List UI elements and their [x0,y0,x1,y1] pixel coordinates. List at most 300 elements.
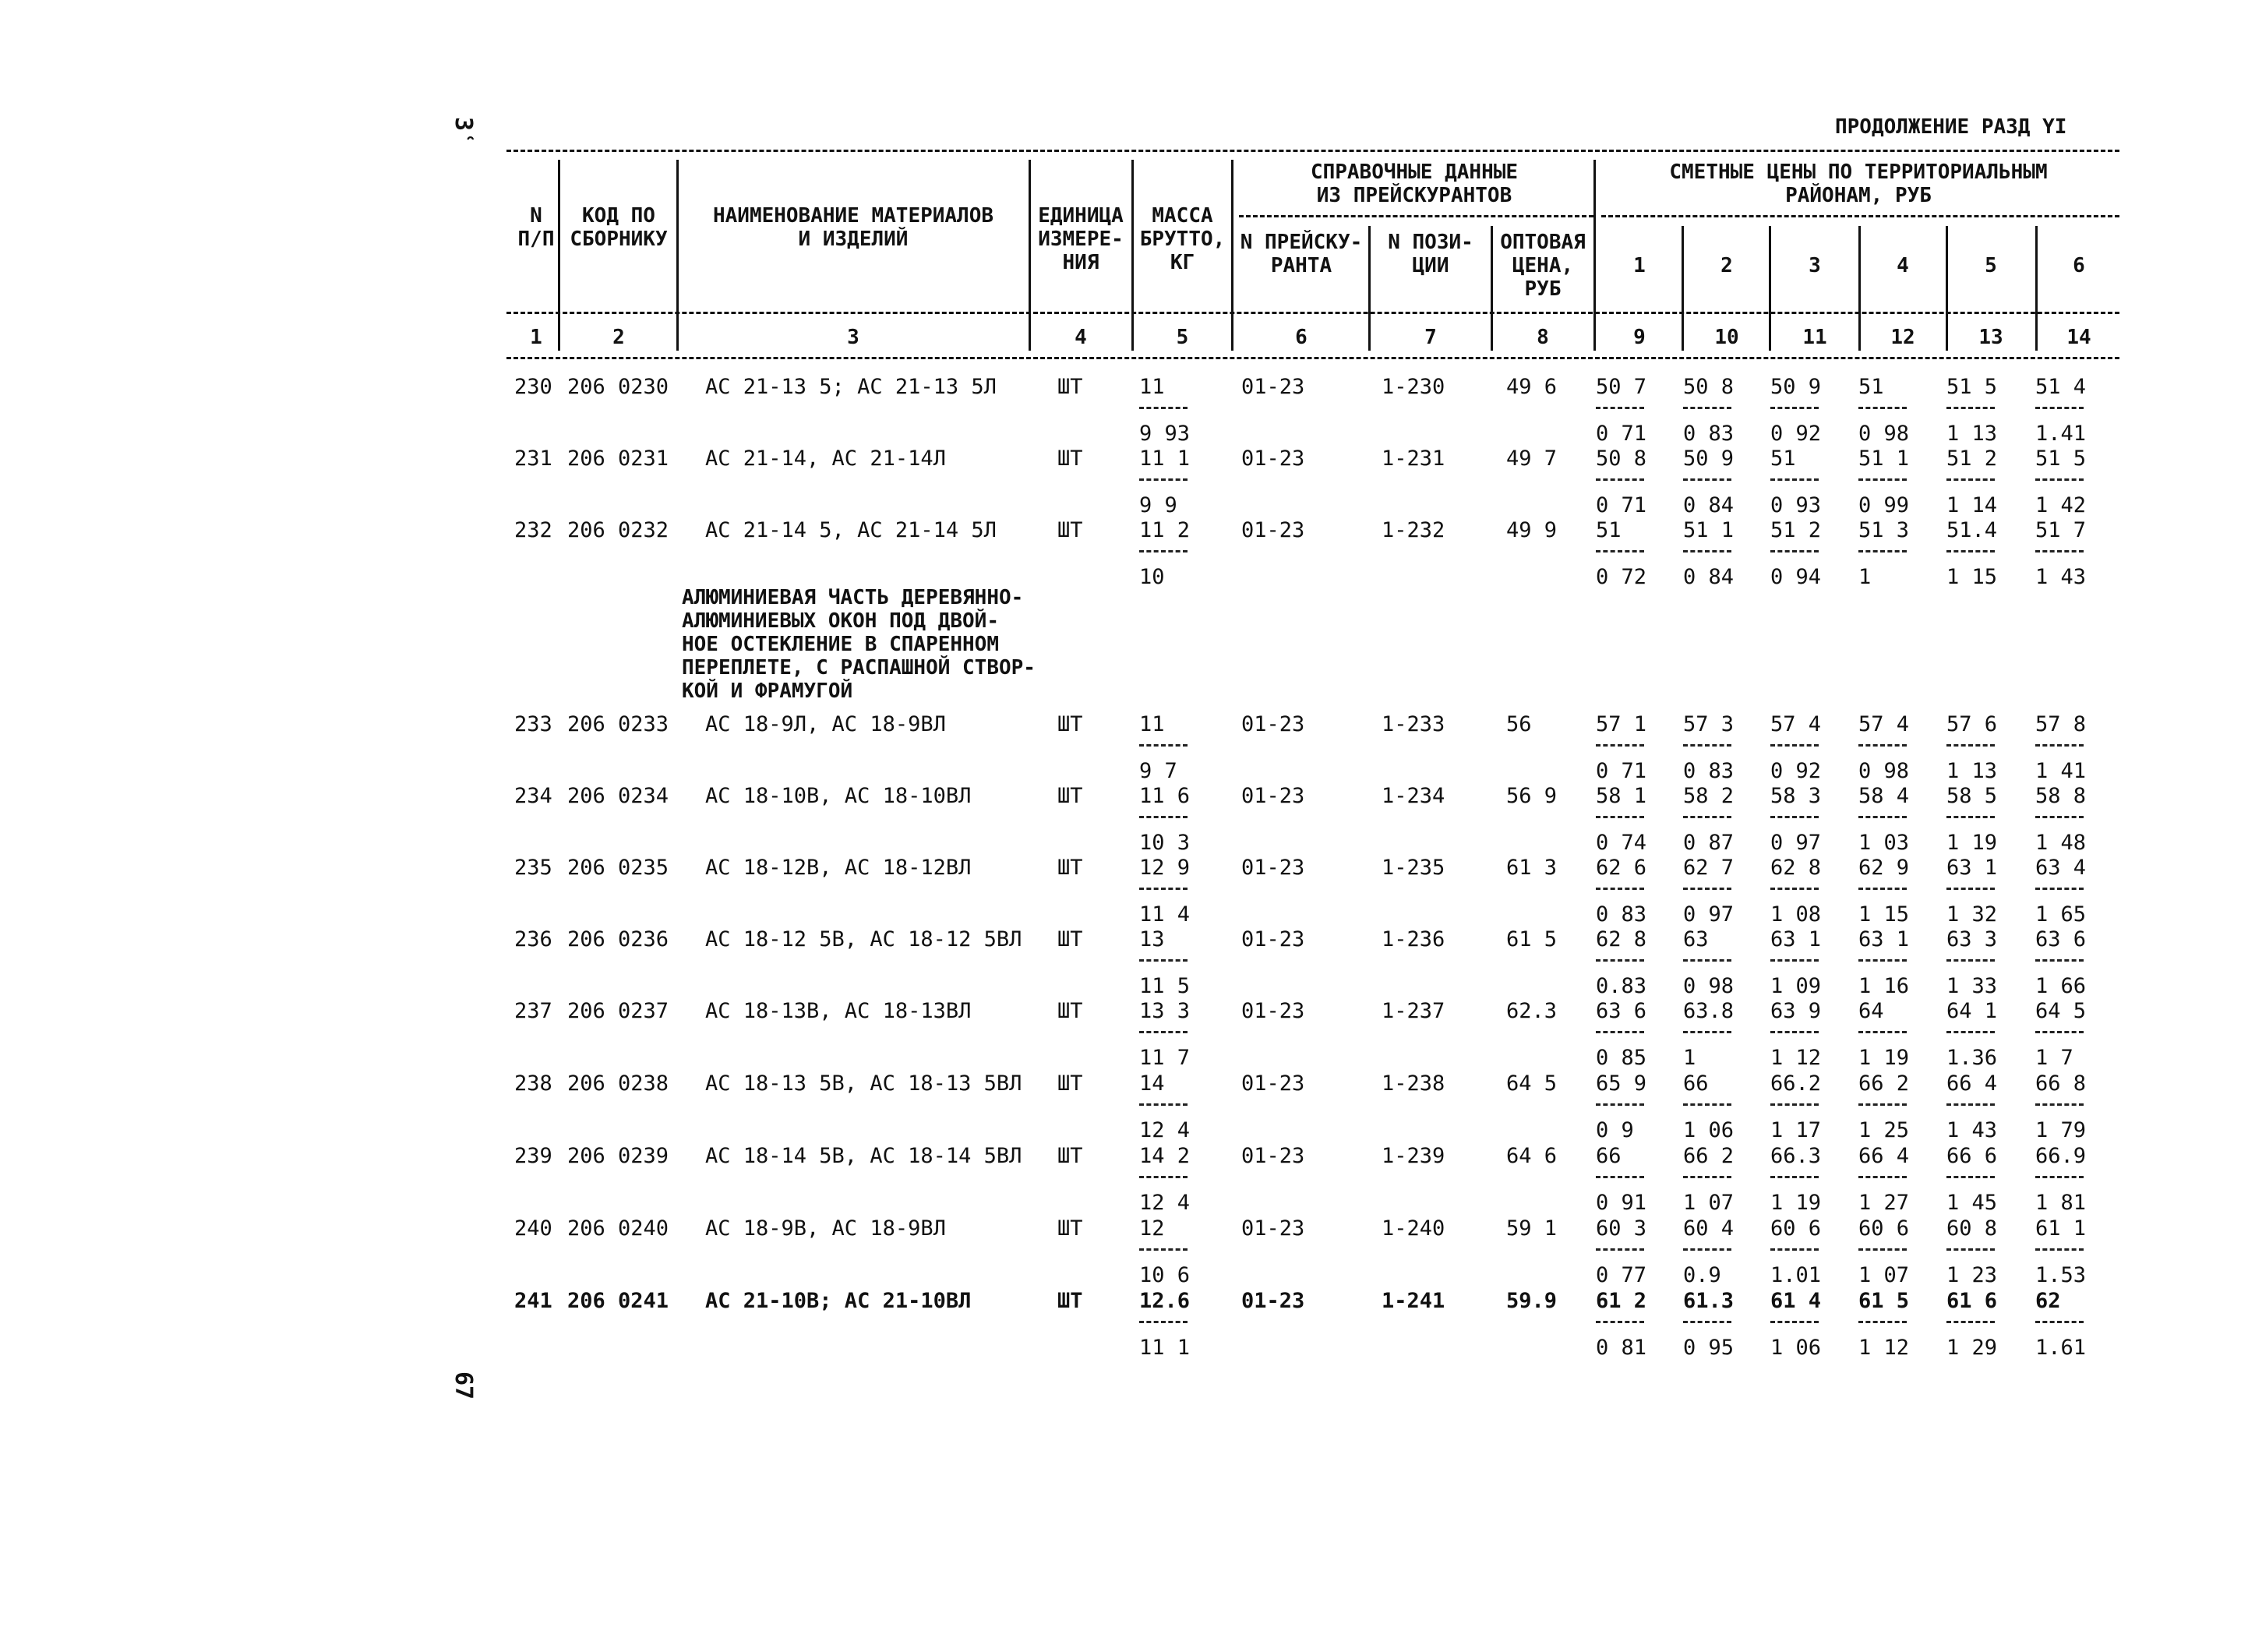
fraction-line [1683,816,1731,818]
header-region: 5 [1985,254,1997,277]
row-name: АС 18-13В, АС 18-13ВЛ [705,999,972,1023]
row-region-price: 66 4 [1946,1071,1998,1096]
row-region-price: 61.3 [1683,1289,1735,1313]
fraction-line [1139,816,1188,818]
fraction-line [1770,478,1819,481]
row-mass: 14 2 [1139,1144,1191,1168]
row-price-list: 01-23 [1241,518,1305,542]
row-code: 206 0236 [567,927,669,951]
row-region-price: 51 2 [1770,518,1822,542]
row-code: 206 0234 [567,784,669,808]
row-region-price-alt: 1 19 [1770,1191,1822,1215]
col-number: 10 [1714,326,1739,349]
col-number: 9 [1633,326,1646,349]
row-mass-alt: 11 5 [1139,974,1191,998]
header-region: 6 [2073,254,2085,277]
row-region-price: 57 3 [1683,712,1735,736]
col-number: 3 [847,326,859,349]
ref-group-rule [1239,215,1593,217]
row-region-price-alt: 1 23 [1946,1263,1998,1287]
row-price-list: 01-23 [1241,375,1305,399]
col-number: 6 [1295,326,1308,349]
row-number: 237 [514,999,552,1023]
row-mass-alt: 10 6 [1139,1263,1191,1287]
col-number: 14 [2066,326,2091,349]
col-number: 4 [1075,326,1087,349]
fraction-line [2035,1248,2084,1251]
row-mass-alt: 10 [1139,565,1165,589]
row-name: АС 21-10В; АС 21-10ВЛ [705,1289,972,1313]
col-sep [558,160,560,351]
row-number: 233 [514,712,552,736]
fraction-line [1858,1031,1907,1033]
row-region-price: 61 6 [1946,1289,1998,1313]
row-region-price-alt: 0 77 [1596,1263,1647,1287]
row-position: 1-239 [1382,1144,1445,1168]
header-col-4: ЕДИНИЦА ИЗМЕРЕ- НИЯ [1038,204,1124,274]
header-col-6: N ПРЕЙСКУ- РАНТА [1240,231,1363,277]
row-unit: ШТ [1057,375,1083,399]
row-mass-alt: 9 9 [1139,493,1177,517]
row-mass-alt: 11 4 [1139,902,1191,927]
row-region-price-alt: 1 79 [2035,1118,2087,1142]
row-mass-alt: 11 1 [1139,1336,1191,1360]
col-sep [1368,226,1371,351]
row-code: 206 0232 [567,518,669,542]
fraction-line [1596,744,1644,747]
row-region-price: 58 2 [1683,784,1735,808]
row-region-price-alt: 1 81 [2035,1191,2087,1215]
header-col-2: КОД ПО СБОРНИКУ [570,204,668,251]
row-mass-alt: 11 7 [1139,1046,1191,1070]
row-region-price: 51 5 [1946,375,1998,399]
fraction-line [1946,1321,1995,1323]
row-region-price-alt: 0 97 [1770,831,1822,855]
fraction-line [1770,1176,1819,1178]
row-region-price-alt: 0 99 [1858,493,1910,517]
fraction-line [2035,959,2084,962]
row-region-price-alt: 1 41 [2035,759,2087,783]
row-region-price-alt: 0 87 [1683,831,1735,855]
row-number: 236 [514,927,552,951]
row-region-price-alt: 1 33 [1946,974,1998,998]
row-unit: ШТ [1057,712,1083,736]
row-wholesale-price: 56 [1506,712,1532,736]
row-region-price-alt: 0.83 [1596,974,1647,998]
row-region-price: 60 8 [1946,1216,1998,1241]
row-region-price: 63 1 [1946,856,1998,880]
row-region-price: 65 9 [1596,1071,1647,1096]
row-position: 1-235 [1382,856,1445,880]
row-price-list: 01-23 [1241,927,1305,951]
row-region-price: 66 [1596,1144,1622,1168]
col-number: 1 [530,326,542,349]
row-number: 235 [514,856,552,880]
row-unit: ШТ [1057,1289,1083,1313]
fraction-line [1946,1103,1995,1106]
row-region-price: 64 [1858,999,1884,1023]
row-region-price-alt: 1 [1683,1046,1696,1070]
row-mass: 11 2 [1139,518,1191,542]
row-mass-alt: 10 3 [1139,831,1191,855]
fraction-line [1683,1248,1731,1251]
row-region-price: 66 2 [1858,1071,1910,1096]
row-region-price-alt: 0 95 [1683,1336,1735,1360]
row-unit: ШТ [1057,447,1083,471]
fraction-line [2035,816,2084,818]
row-region-price: 66.3 [1770,1144,1822,1168]
row-number: 238 [514,1071,552,1096]
page-number: 67 [450,1371,477,1400]
row-region-price: 50 9 [1770,375,1822,399]
row-region-price: 62 7 [1683,856,1735,880]
header-region: 3 [1809,254,1821,277]
row-name: АС 21-13 5; АС 21-13 5Л [705,375,997,399]
row-code: 206 0238 [567,1071,669,1096]
fraction-line [1683,1176,1731,1178]
row-region-price: 57 6 [1946,712,1998,736]
row-region-price: 66.2 [1770,1071,1822,1096]
row-position: 1-237 [1382,999,1445,1023]
price-group-rule [1601,215,2119,217]
row-region-price-alt: 1 45 [1946,1191,1998,1215]
row-code: 206 0233 [567,712,669,736]
row-region-price-alt: 0 98 [1858,422,1910,446]
row-code: 206 0230 [567,375,669,399]
col-number: 11 [1802,326,1827,349]
fraction-line [1139,1176,1188,1178]
header-col-8: ОПТОВАЯ ЦЕНА, РУБ [1500,231,1586,301]
table-top-rule [506,150,2119,152]
row-position: 1-233 [1382,712,1445,736]
row-region-price: 62 9 [1858,856,1910,880]
fraction-line [1770,1031,1819,1033]
row-unit: ШТ [1057,1071,1083,1096]
fraction-line [1683,550,1731,552]
col-sep [1593,160,1596,351]
row-region-price-alt: 0 83 [1683,422,1735,446]
fraction-line [1596,478,1644,481]
row-region-price: 63 [1683,927,1709,951]
row-wholesale-price: 59.9 [1506,1289,1558,1313]
row-name: АС 18-12В, АС 18-12ВЛ [705,856,972,880]
row-mass-alt: 9 7 [1139,759,1177,783]
row-region-price-alt: 1 09 [1770,974,1822,998]
fraction-line [1139,744,1188,747]
fraction-line [1596,1321,1644,1323]
row-name: АС 18-12 5В, АС 18-12 5ВЛ [705,927,1022,951]
row-region-price: 60 6 [1770,1216,1822,1241]
row-number: 234 [514,784,552,808]
row-region-price-alt: 1 19 [1858,1046,1910,1070]
row-region-price: 50 9 [1683,447,1735,471]
row-region-price: 57 4 [1858,712,1910,736]
row-region-price-alt: 0 83 [1683,759,1735,783]
col-sep [1682,226,1684,351]
row-region-price: 63 1 [1858,927,1910,951]
fraction-line [1770,1248,1819,1251]
row-region-price: 51 3 [1858,518,1910,542]
fraction-line [1858,959,1907,962]
row-region-price-alt: 0 72 [1596,565,1647,589]
row-price-list: 01-23 [1241,712,1305,736]
col-number: 8 [1537,326,1549,349]
row-region-price: 63 3 [1946,927,1998,951]
header-ref-group: СПРАВОЧНЫЕ ДАННЫЕ ИЗ ПРЕЙСКУРАНТОВ [1310,161,1519,207]
fraction-line [1139,478,1188,481]
fraction-line [1946,744,1995,747]
row-region-price-alt: 1 15 [1946,565,1998,589]
row-region-price: 62 8 [1596,927,1647,951]
row-region-price-alt: 1 65 [2035,902,2087,927]
row-region-price: 63 6 [2035,927,2087,951]
row-region-price-alt: 1 12 [1770,1046,1822,1070]
row-mass: 12 [1139,1216,1165,1241]
row-mass: 11 1 [1139,447,1191,471]
header-col-7: N ПОЗИ- ЦИИ [1388,231,1473,277]
row-unit: ШТ [1057,784,1083,808]
row-mass: 11 [1139,375,1165,399]
row-region-price-alt: 1.01 [1770,1263,1822,1287]
header-price-group: СМЕТНЫЕ ЦЕНЫ ПО ТЕРРИТОРИАЛЬНЫМ РАЙОНАМ, РУБ [1669,161,2048,207]
row-region-price-alt: 0 85 [1596,1046,1647,1070]
row-wholesale-price: 62.3 [1506,999,1558,1023]
row-region-price: 57 1 [1596,712,1647,736]
row-number: 240 [514,1216,552,1241]
fraction-line [1139,1031,1188,1033]
row-region-price-alt: 1 13 [1946,759,1998,783]
row-region-price-alt: 1 43 [1946,1118,1998,1142]
row-wholesale-price: 59 1 [1506,1216,1558,1241]
row-region-price: 62 [2035,1289,2061,1313]
row-region-price-alt: 0 71 [1596,422,1647,446]
row-region-price: 50 8 [1596,447,1647,471]
fraction-line [1946,407,1995,409]
row-wholesale-price: 64 5 [1506,1071,1558,1096]
row-region-price-alt: 1 27 [1858,1191,1910,1215]
row-region-price: 63 6 [1596,999,1647,1023]
header-col-5: МАССА БРУТТО, КГ [1139,204,1226,274]
fraction-line [1139,1321,1188,1323]
row-region-price-alt: 1.36 [1946,1046,1998,1070]
row-region-price: 66 [1683,1071,1709,1096]
fraction-line [2035,1031,2084,1033]
col-number: 13 [1978,326,2003,349]
row-region-price-alt: 0 83 [1596,902,1647,927]
row-region-price: 51 2 [1946,447,1998,471]
row-region-price-alt: 1 66 [2035,974,2087,998]
fraction-line [1139,550,1188,552]
row-region-price: 57 8 [2035,712,2087,736]
row-price-list: 01-23 [1241,1144,1305,1168]
row-region-price-alt: 1.53 [2035,1263,2087,1287]
row-mass: 12.6 [1139,1289,1191,1313]
fraction-line [2035,888,2084,890]
row-region-price-alt: 1.41 [2035,422,2087,446]
row-region-price: 63.8 [1683,999,1735,1023]
row-region-price: 61 1 [2035,1216,2087,1241]
fraction-line [1946,550,1995,552]
fraction-line [1770,888,1819,890]
row-price-list: 01-23 [1241,1289,1305,1313]
fraction-line [2035,744,2084,747]
fraction-line [1683,744,1731,747]
row-region-price: 51 [1770,447,1796,471]
row-unit: ШТ [1057,518,1083,542]
fraction-line [1858,888,1907,890]
col-number: 5 [1176,326,1189,349]
fraction-line [1596,550,1644,552]
row-price-list: 01-23 [1241,856,1305,880]
fraction-line [1858,816,1907,818]
row-region-price: 51 [1596,518,1622,542]
row-region-price-alt: 1 06 [1770,1336,1822,1360]
row-wholesale-price: 61 3 [1506,856,1558,880]
header-col-1: N П/П [517,204,555,251]
page-margin-mark: 3ʿ [450,117,477,146]
row-mass: 12 9 [1139,856,1191,880]
row-region-price: 66 2 [1683,1144,1735,1168]
row-name: АС 18-14 5В, АС 18-14 5ВЛ [705,1144,1022,1168]
row-region-price-alt: 1 15 [1858,902,1910,927]
fraction-line [1683,478,1731,481]
fraction-line [2035,550,2084,552]
row-position: 1-231 [1382,447,1445,471]
row-region-price-alt: 1 42 [2035,493,2087,517]
row-position: 1-234 [1382,784,1445,808]
col-sep [676,160,679,351]
row-mass-alt: 12 4 [1139,1118,1191,1142]
fraction-line [1596,1248,1644,1251]
row-region-price-alt: 0.9 [1683,1263,1721,1287]
fraction-line [1946,1176,1995,1178]
header-region: 1 [1633,254,1646,277]
fraction-line [1770,959,1819,962]
fraction-line [1596,959,1644,962]
row-region-price-alt: 1 07 [1683,1191,1735,1215]
fraction-line [1683,1321,1731,1323]
row-unit: ШТ [1057,856,1083,880]
row-region-price-alt: 1 19 [1946,831,1998,855]
row-region-price: 57 4 [1770,712,1822,736]
row-price-list: 01-23 [1241,1071,1305,1096]
row-unit: ШТ [1057,999,1083,1023]
row-region-price-alt: 0 91 [1596,1191,1647,1215]
row-region-price-alt: 1 07 [1858,1263,1910,1287]
row-number: 239 [514,1144,552,1168]
row-wholesale-price: 49 6 [1506,375,1558,399]
fraction-line [1946,1248,1995,1251]
row-wholesale-price: 49 7 [1506,447,1558,471]
row-unit: ШТ [1057,927,1083,951]
row-region-price: 58 8 [2035,784,2087,808]
row-price-list: 01-23 [1241,1216,1305,1241]
fraction-line [1139,959,1188,962]
row-code: 206 0239 [567,1144,669,1168]
row-position: 1-240 [1382,1216,1445,1241]
row-price-list: 01-23 [1241,447,1305,471]
row-mass-alt: 9 93 [1139,422,1191,446]
row-region-price: 51 5 [2035,447,2087,471]
fraction-line [1770,1103,1819,1106]
row-name: АС 18-13 5В, АС 18-13 5ВЛ [705,1071,1022,1096]
row-mass: 13 [1139,927,1165,951]
row-region-price-alt: 0 98 [1858,759,1910,783]
row-number: 230 [514,375,552,399]
row-region-price-alt: 1 08 [1770,902,1822,927]
header-bottom-rule [506,312,2119,314]
fraction-line [1858,744,1907,747]
row-region-price-alt: 0 98 [1683,974,1735,998]
row-region-price: 51.4 [1946,518,1998,542]
fraction-line [1770,407,1819,409]
section-title: АЛЮМИНИЕВАЯ ЧАСТЬ ДЕРЕВЯННО- АЛЮМИНИЕВЫХ ОКОН ПОД ДВОЙ- НОЕ ОСТЕКЛЕНИЕ В СПАРЕННОМ ПЕРЕПЛЕТЕ, С РАСПАШНОЙ СТВОР- КОЙ И ФРАМУГОЙ [682,586,1036,703]
row-mass: 13 3 [1139,999,1191,1023]
row-region-price: 62 6 [1596,856,1647,880]
fraction-line [1770,550,1819,552]
header-region: 4 [1897,254,1909,277]
fraction-line [1139,1248,1188,1251]
fraction-line [1946,816,1995,818]
row-name: АС 18-9Л, АС 18-9ВЛ [705,712,946,736]
row-name: АС 21-14 5, АС 21-14 5Л [705,518,997,542]
row-mass: 11 6 [1139,784,1191,808]
row-position: 1-238 [1382,1071,1445,1096]
row-region-price: 58 4 [1858,784,1910,808]
fraction-line [1858,1248,1907,1251]
row-region-price-alt: 1.61 [2035,1336,2087,1360]
row-region-price: 63 4 [2035,856,2087,880]
fraction-line [1596,1031,1644,1033]
row-region-price-alt: 1 29 [1946,1336,1998,1360]
row-code: 206 0240 [567,1216,669,1241]
row-region-price-alt: 1 03 [1858,831,1910,855]
row-region-price-alt: 1 48 [2035,831,2087,855]
fraction-line [1596,888,1644,890]
fraction-line [1770,744,1819,747]
row-region-price: 61 4 [1770,1289,1822,1313]
row-region-price: 51 7 [2035,518,2087,542]
row-region-price: 66 6 [1946,1144,1998,1168]
row-region-price: 66 8 [2035,1071,2087,1096]
row-name: АС 21-14, АС 21-14Л [705,447,946,471]
row-position: 1-236 [1382,927,1445,951]
row-region-price: 60 4 [1683,1216,1735,1241]
fraction-line [1946,478,1995,481]
row-region-price: 62 8 [1770,856,1822,880]
row-region-price: 64 5 [2035,999,2087,1023]
row-wholesale-price: 64 6 [1506,1144,1558,1168]
fraction-line [1858,1103,1907,1106]
header-col-3: НАИМЕНОВАНИЕ МАТЕРИАЛОВ И ИЗДЕЛИЙ [712,204,994,251]
row-region-price: 58 5 [1946,784,1998,808]
row-region-price-alt: 0 71 [1596,493,1647,517]
col-number: 7 [1424,326,1437,349]
fraction-line [1858,407,1907,409]
col-sep [1769,226,1771,351]
row-region-price: 50 7 [1596,375,1647,399]
fraction-line [1139,407,1188,409]
fraction-line [1770,1321,1819,1323]
row-mass-alt: 12 4 [1139,1191,1191,1215]
row-wholesale-price: 49 9 [1506,518,1558,542]
row-code: 206 0241 [567,1289,669,1313]
fraction-line [1946,959,1995,962]
row-code: 206 0231 [567,447,669,471]
fraction-line [1596,816,1644,818]
row-name: АС 18-10В, АС 18-10ВЛ [705,784,972,808]
numbers-bottom-rule [506,357,2119,359]
